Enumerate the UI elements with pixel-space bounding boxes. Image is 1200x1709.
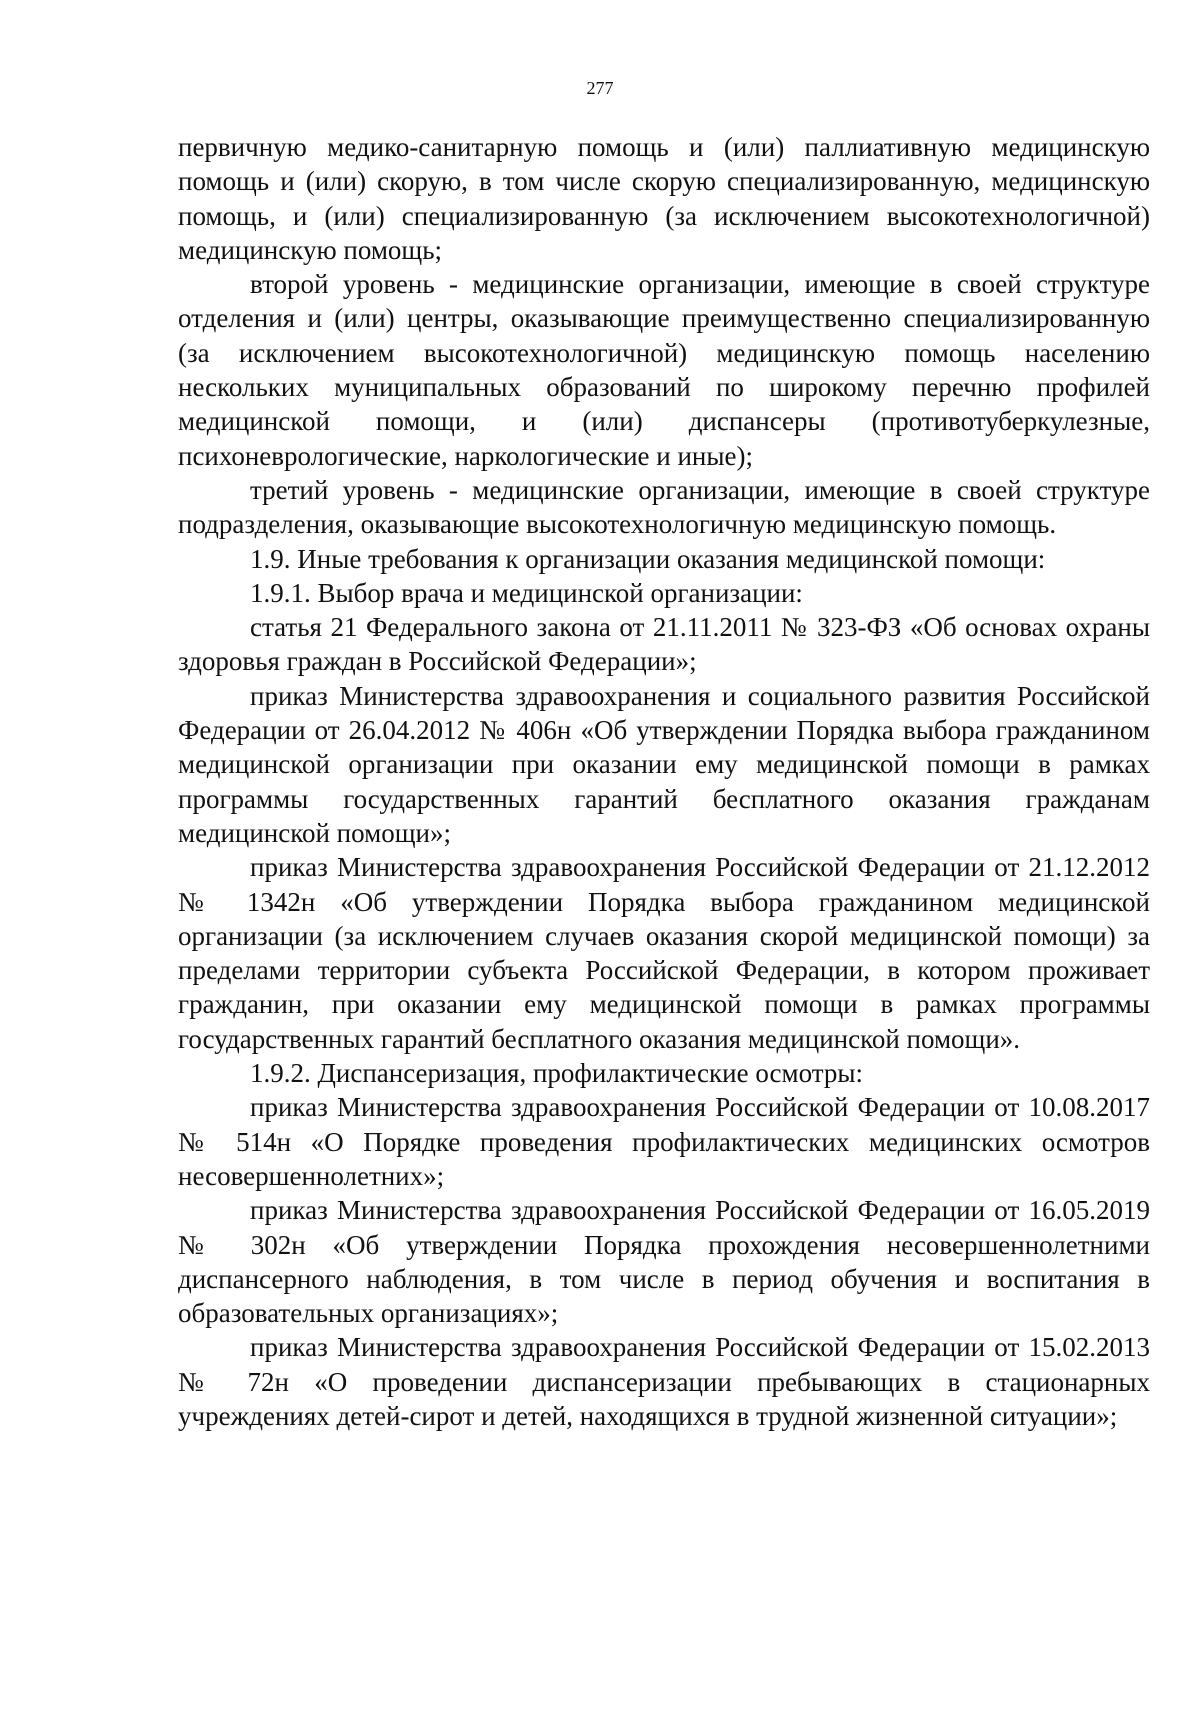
paragraph-order-1342n: приказ Министерства здравоохранения Российской Федерации от 21.12.2012 № 1342н «Об утверждении Порядка выбора гражданином медицинской организации (за исключением случаев оказания скорой медицинской помощи) за пределами территории субъекта Российской Федерации, в котором проживает гражданин, при оказании ему медицинской помощи в рамках программы государственных гарантий бесплатного оказания медицинской помощи». <box>178 852 1150 1054</box>
paragraph-order-406n: приказ Министерства здравоохранения и социального развития Российской Федерации от 26.04.2012 № 406н «Об утверждении Порядка выбора гражданином медицинской организации при оказании ему медицинской помощи в рамках программы государственных гарантий бесплатного оказания гражданам медицинской помощи»; <box>178 680 1150 848</box>
paragraph-federal-law-article-21: статья 21 Федерального закона от 21.11.2011 № 323-ФЗ «Об основах охраны здоровья граждан в Российской Федерации»; <box>178 612 1150 677</box>
paragraph-order-72n: приказ Министерства здравоохранения Российской Федерации от 15.02.2013 № 72н «О проведении диспансеризации пребывающих в стационарных учреждениях детей-сирот и детей, находящихся в трудной жизненной ситуации»; <box>178 1332 1150 1431</box>
paragraph-order-514n: приказ Министерства здравоохранения Российской Федерации от 10.08.2017 № 514н «О Порядке проведения профилактических медицинских осмотров несовершеннолетних»; <box>178 1092 1150 1191</box>
paragraph-third-level: третий уровень - медицинские организации, имеющие в своей структуре подразделения, оказывающие высокотехнологичную медицинскую помощь. <box>178 474 1150 540</box>
document-body <box>178 130 1150 1433</box>
section-heading-1-9-2: 1.9.2. Диспансеризация, профилактические осмотры: <box>250 1058 863 1089</box>
section-heading-1-9-1: 1.9.1. Выбор врача и медицинской организации: <box>250 577 803 608</box>
paragraph-order-302n: приказ Министерства здравоохранения Российской Федерации от 16.05.2019 № 302н «Об утверждении Порядка прохождения несовершеннолетними диспансерного наблюдения, в том числе в период обучения и воспитания в образовательных организациях»; <box>178 1195 1150 1329</box>
paragraph-second-level: второй уровень - медицинские организации, имеющие в своей структуре отделения и (или) центры, оказывающие преимущественно специализированную (за исключением высокотехнологичной) медицинскую помощь населению нескольких муниципальных образований по широкому перечню профилей медицинской помощи, и (или) диспансеры (противотуберкулезные, психоневрологические, наркологические и иные); <box>178 269 1150 471</box>
paragraph-medical-care-types: первичную медико-санитарную помощь и (или) паллиативную медицинскую помощь и (или) скорую, в том числе скорую специализированную, медицинскую помощь, и (или) специализированную (за исключением высокотехнологичной) медицинскую помощь; <box>178 132 1150 265</box>
section-heading-1-9: 1.9. Иные требования к организации оказания медицинской помощи: <box>250 543 1046 574</box>
page-number: 277 <box>586 78 614 98</box>
